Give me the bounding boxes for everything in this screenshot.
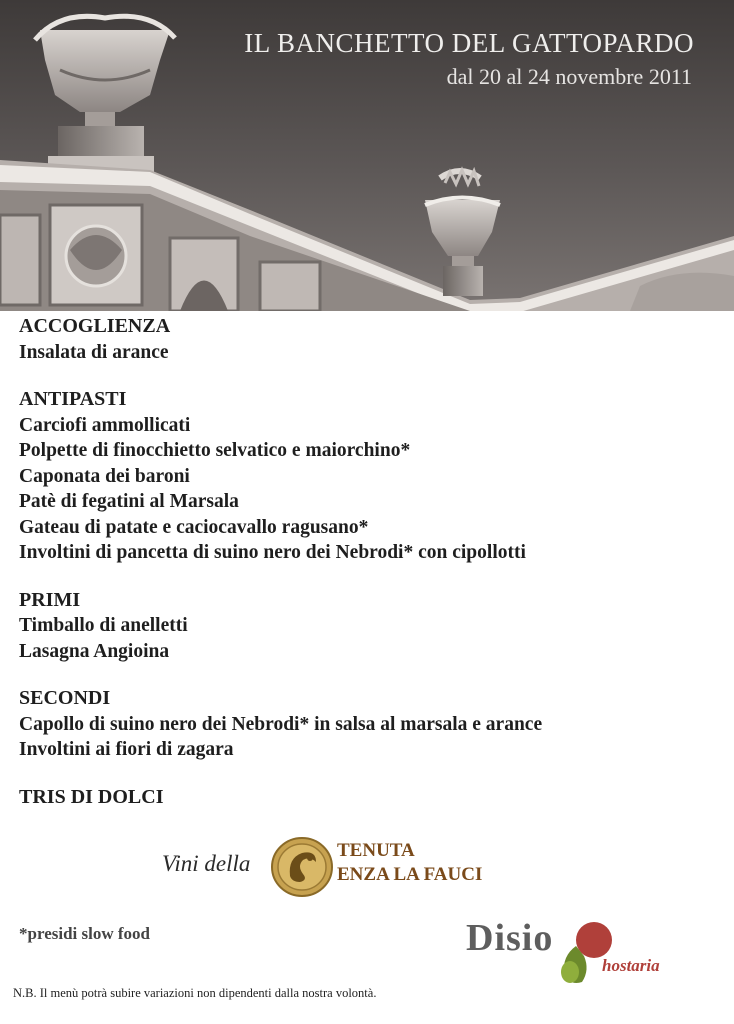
estate-seal-icon: [270, 836, 334, 898]
event-dates: dal 20 al 24 novembre 2011: [446, 64, 692, 89]
menu-disclaimer: N.B. Il menù potrà subire variazioni non dipendenti dalla nostra volontà.: [13, 986, 377, 1000]
dish-item: Involtini ai fiori di zagara: [19, 739, 234, 760]
estate-line-1: TENUTA: [337, 840, 415, 861]
dish-item: Patè di fegatini al Marsala: [19, 491, 239, 512]
logo-main-text: Disio: [466, 917, 554, 959]
course-primi: [19, 588, 719, 665]
dish-item: Carciofi ammollicati: [19, 414, 191, 436]
course-title: SECONDI: [19, 687, 111, 709]
balustrade: [0, 160, 734, 311]
dish-item: Polpette di finocchietto selvatico e maiorchino*: [19, 440, 411, 461]
dish-item: Lasagna Angioina: [19, 640, 170, 662]
course-title: ACCOGLIENZA: [19, 315, 171, 337]
dish-item: Involtini di pancetta di suino nero dei Nebrodi* con cipollotti: [19, 542, 526, 563]
event-title: IL BANCHETTO DEL GATTOPARDO: [244, 28, 694, 58]
course-secondi: [19, 686, 719, 763]
slow-food-footnote: *presidi slow food: [19, 924, 150, 943]
course-accoglienza: [19, 314, 719, 365]
dish-item: Timballo di anelletti: [19, 615, 188, 636]
dish-item: Gateau di patate e caciocavallo ragusano*: [19, 516, 369, 538]
course-dolci: [19, 785, 719, 811]
course-title: PRIMI: [19, 588, 81, 611]
right-urn: [425, 170, 500, 296]
course-antipasti: [19, 387, 719, 566]
header-photo: [0, 0, 734, 311]
wine-prefix: Vini della: [162, 851, 251, 876]
course-title: ANTIPASTI: [19, 388, 127, 410]
dish-item: Caponata dei baroni: [19, 465, 190, 487]
dish-item: Capollo di suino nero dei Nebrodi* in salsa al marsala e arance: [19, 713, 543, 735]
disio-hostaria-logo: [466, 914, 706, 994]
estate-name: [337, 839, 482, 887]
left-urn: [35, 16, 175, 172]
course-title: TRIS DI DOLCI: [19, 785, 164, 808]
estate-line-2: ENZA LA FAUCI: [337, 864, 483, 885]
menu-list: [19, 314, 719, 832]
dish-item: Insalata di arance: [19, 341, 169, 363]
logo-sub-text: hostaria: [602, 956, 660, 975]
